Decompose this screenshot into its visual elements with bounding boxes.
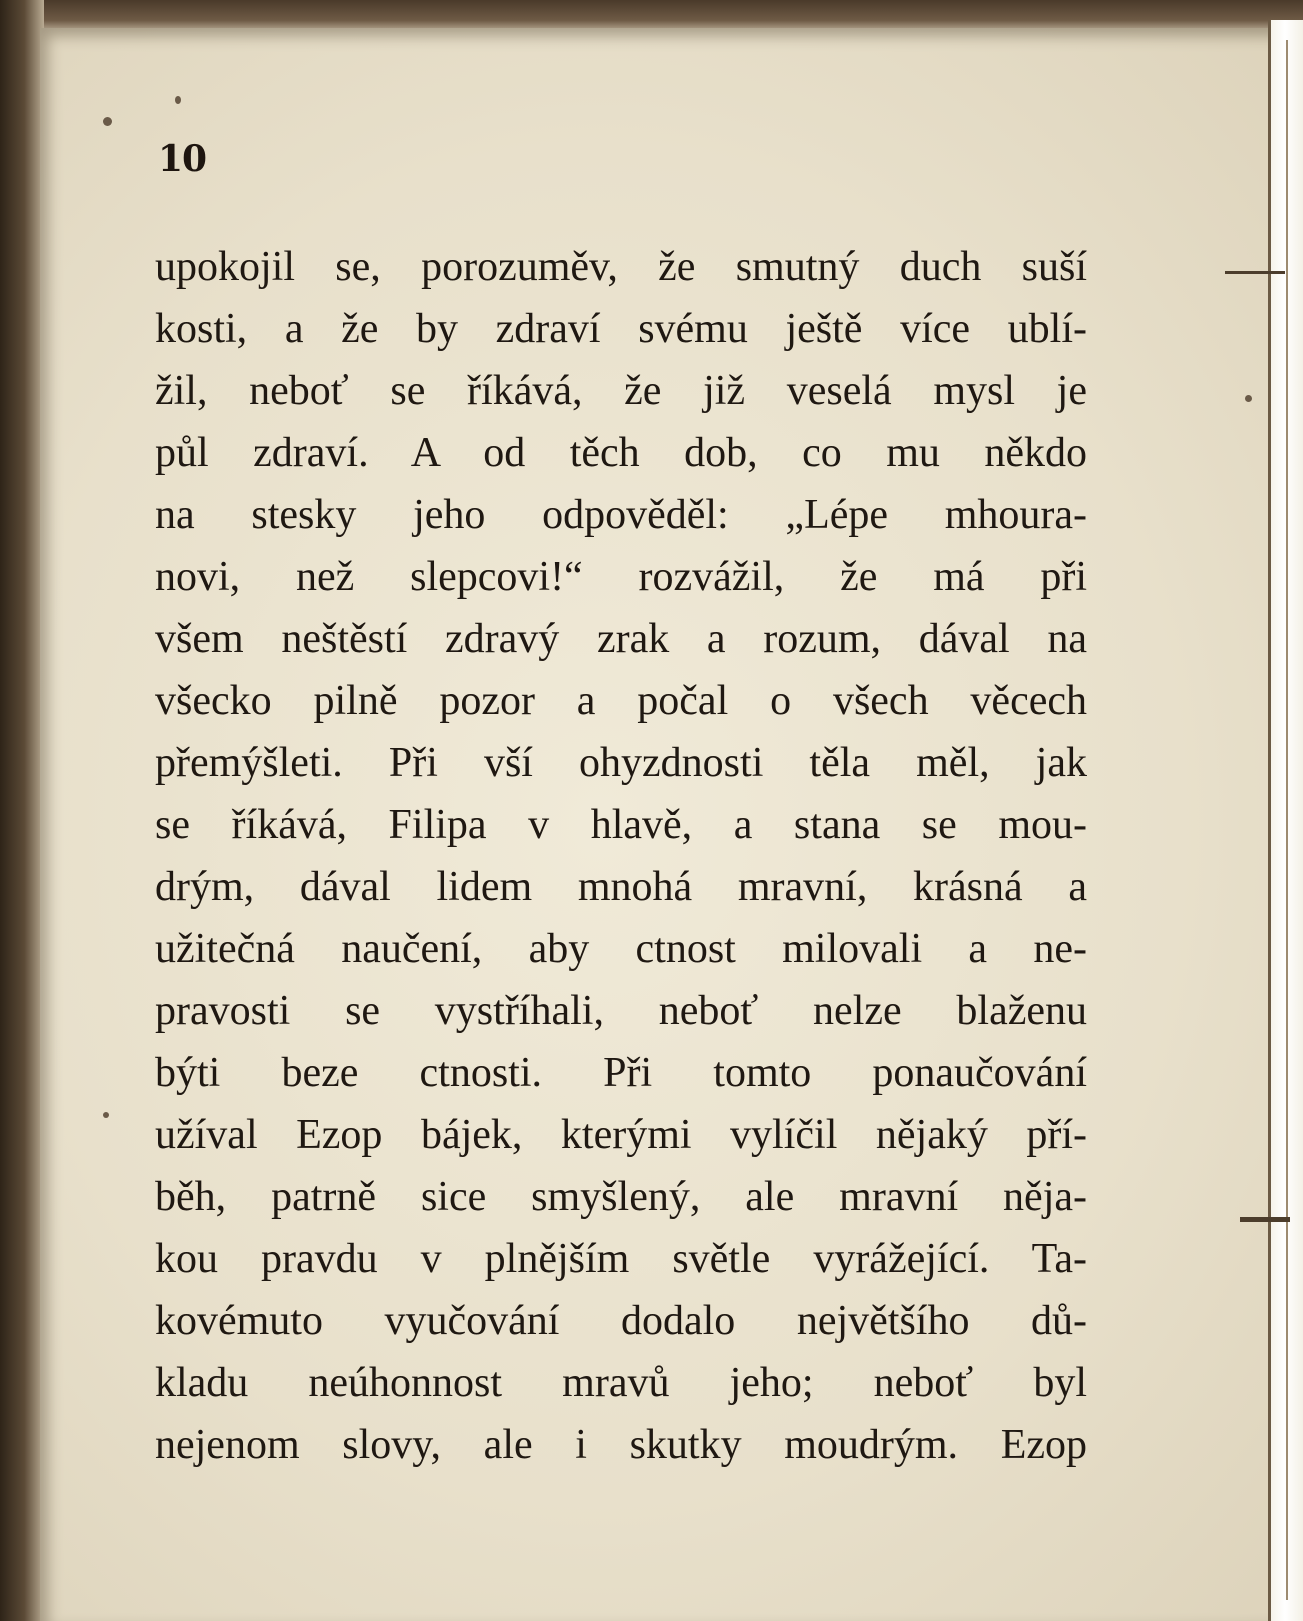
ink-speck — [175, 96, 181, 104]
text-line: na stesky jeho odpověděl: „Lépe mhoura- — [155, 492, 1087, 538]
page-number: 10 — [158, 138, 207, 180]
ink-speck — [1245, 395, 1252, 402]
text-line: upokojil se, porozuměv, že smutný duch suší — [155, 244, 1087, 290]
text-line: všecko pilně pozor a počal o všech věcech — [155, 678, 1087, 724]
text-line: pravosti se vystříhali, neboť nelze blaženu — [155, 988, 1087, 1034]
ink-speck — [103, 117, 112, 126]
text-line: se říkává, Filipa v hlavě, a stana se mou- — [155, 802, 1087, 848]
body-text — [155, 236, 1087, 1476]
text-line: kovémuto vyučování dodalo největšího dů- — [155, 1298, 1087, 1344]
text-line: půl zdraví. A od těch dob, co mu někdo — [155, 430, 1087, 476]
text-line: užitečná naučení, aby ctnost milovali a ne- — [155, 926, 1087, 972]
ink-speck — [103, 1112, 109, 1118]
scan-left-border — [0, 0, 44, 1621]
gutter-mark — [1225, 271, 1285, 274]
text-line: kosti, a že by zdraví svému ještě více ublí- — [155, 306, 1087, 352]
gutter-mark — [1240, 1217, 1290, 1222]
gutter-line — [1286, 40, 1288, 1600]
text-line: žil, neboť se říkává, že již veselá mysl je — [155, 368, 1087, 414]
text-line: kou pravdu v plnějším světle vyrážející. Ta- — [155, 1236, 1087, 1282]
text-line: drým, dával lidem mnohá mravní, krásná a — [155, 864, 1087, 910]
text-line: novi, než slepcovi!“ rozvážil, že má při — [155, 554, 1087, 600]
text-line: všem neštěstí zdravý zrak a rozum, dával na — [155, 616, 1087, 662]
text-line: užíval Ezop bájek, kterými vylíčil nějaký pří- — [155, 1112, 1087, 1158]
text-line: přemýšleti. Při vší ohyzdnosti těla měl, jak — [155, 740, 1087, 786]
text-line: kladu neúhonnost mravů jeho; neboť byl — [155, 1360, 1087, 1406]
text-line: běh, patrně sice smyšlený, ale mravní něja- — [155, 1174, 1087, 1220]
text-line: nejenom slovy, ale i skutky moudrým. Ezop — [155, 1422, 1087, 1468]
text-line: býti beze ctnosti. Při tomto ponaučování — [155, 1050, 1087, 1096]
